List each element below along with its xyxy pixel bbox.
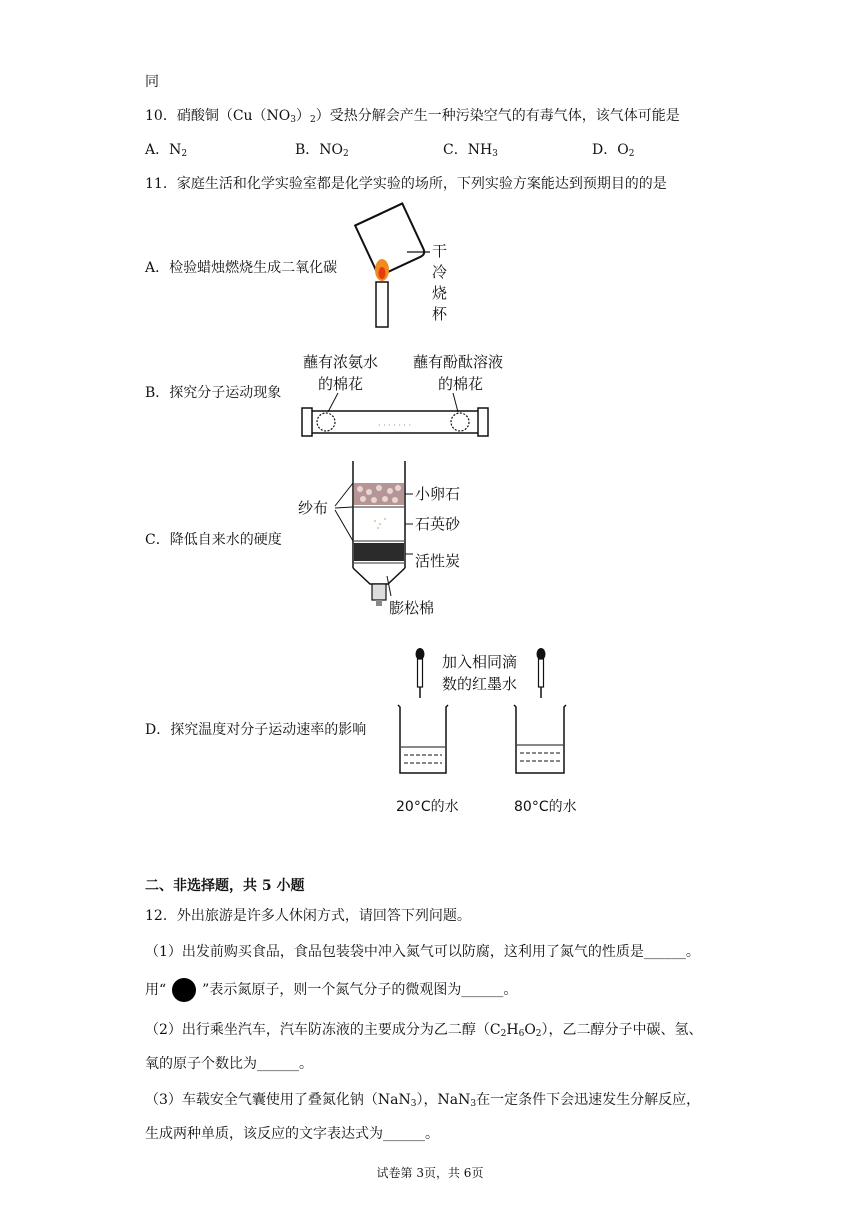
q11-option-a-label: A．检验蜡烛燃烧生成二氧化碳 [145,260,338,276]
dropper-right [537,648,546,698]
q10-stem-part: 10．硝酸铜（Cu（NO [145,108,291,124]
section-2-heading: 二、非选择题，共 5 小题 [145,878,305,894]
fig-d-label: 数的红墨水 [442,675,518,693]
q10-option-a: A．$N_2$ [145,142,188,159]
water-filter-figure [295,456,475,621]
activated-carbon-layer [354,543,404,561]
tube-cotton-figure [298,345,504,440]
q11-option-d-label: D．探究温度对分子运动速率的影响 [145,722,367,738]
question-10-stem [145,106,680,130]
dropper-left [416,648,425,698]
question-12-stem: 12．外出旅游是许多人休闲方式，请回答下列问题。 [145,908,471,924]
q10-option-b: B．$NO_2$ [295,142,349,159]
fig-c-label: 活性炭 [415,552,461,570]
fig-a-label: 干 [432,242,448,260]
candle-beaker-figure [355,200,465,335]
q10-stem-part: ） [296,108,311,124]
q10-stem-part: ）受热分解会产生一种污染空气的有毒气体，该气体可能是 [315,108,680,124]
q12-part1-line1: （1）出发前购买食品，食品包装袋中冲入氮气可以防腐，这利用了氮气的性质是______。 [145,944,700,960]
q12-part1-text: ”表示氮原子，则一个氮气分子的微观图为______。 [202,982,518,998]
fig-b-label: 的棉花 [318,375,364,393]
fig-b-label: 蘸有浓氨水 [303,353,379,371]
fig-b-label: 蘸有酚酞溶液 [413,353,504,371]
q12-part1-line2 [145,978,517,1002]
q11-option-c-label: C．降低自来水的硬度 [145,532,282,548]
question-11-stem: 11．家庭生活和化学实验室都是化学实验的场所，下列实验方案能达到预期目的的是 [145,176,667,192]
continuation-text: 同 [145,74,159,90]
fig-c-label: 纱布 [298,499,329,517]
fig-d-label: 加入相同滴 [442,653,518,671]
fig-a-label: 烧 [432,284,448,302]
nitrogen-atom-icon [172,978,196,1002]
q10-sub: 3 [290,115,297,125]
beakers-temperature-figure [388,645,598,820]
ammonia-cotton [317,413,335,431]
svg-text:· · · · · · ·: · · · · · · · [378,421,412,430]
q11-option-b-label: B．探究分子运动现象 [145,385,282,401]
q12-part1-text: 用“ [145,982,167,998]
q10-option-c: C．$NH_3$ [443,142,498,159]
q12-part3-line1: （3）车载安全气囊使用了叠氮化钠（NaN$_3$），NaN$_3$在一定条件下会迅速发生分解反应， [145,1092,701,1109]
page-footer: 试卷第 3页，共 6页 [376,1166,484,1180]
q10-option-d: D．$O_2$ [592,142,635,159]
q12-part2-line1: （2）出行乘坐汽车，汽车防冻液的主要成分为乙二醇$(C_2H_6O_2)$，乙二醇分子中碳、氢、 [145,1022,703,1039]
fig-c-label: 小卵石 [415,485,461,503]
beaker-20c [398,705,448,773]
q12-part3-line2: 生成两种单质，该反应的文字表达式为______。 [145,1126,439,1142]
fig-d-label: 80°C的水 [514,799,577,815]
dry-cold-beaker [355,204,426,277]
fig-a-label: 杯 [432,305,448,323]
fig-b-label: 的棉花 [438,375,484,393]
fig-a-label: 冷 [432,263,448,281]
phenolphthalein-cotton [451,413,469,431]
fig-c-label: 膨松棉 [389,599,435,617]
fig-d-label: 20°C的水 [396,799,459,815]
candle [376,282,388,327]
beaker-80c [514,705,566,773]
q12-part2-line2: 氧的原子个数比为______。 [145,1056,313,1072]
fig-c-label: 石英砂 [415,515,461,533]
q10-sub: 2 [310,115,316,125]
